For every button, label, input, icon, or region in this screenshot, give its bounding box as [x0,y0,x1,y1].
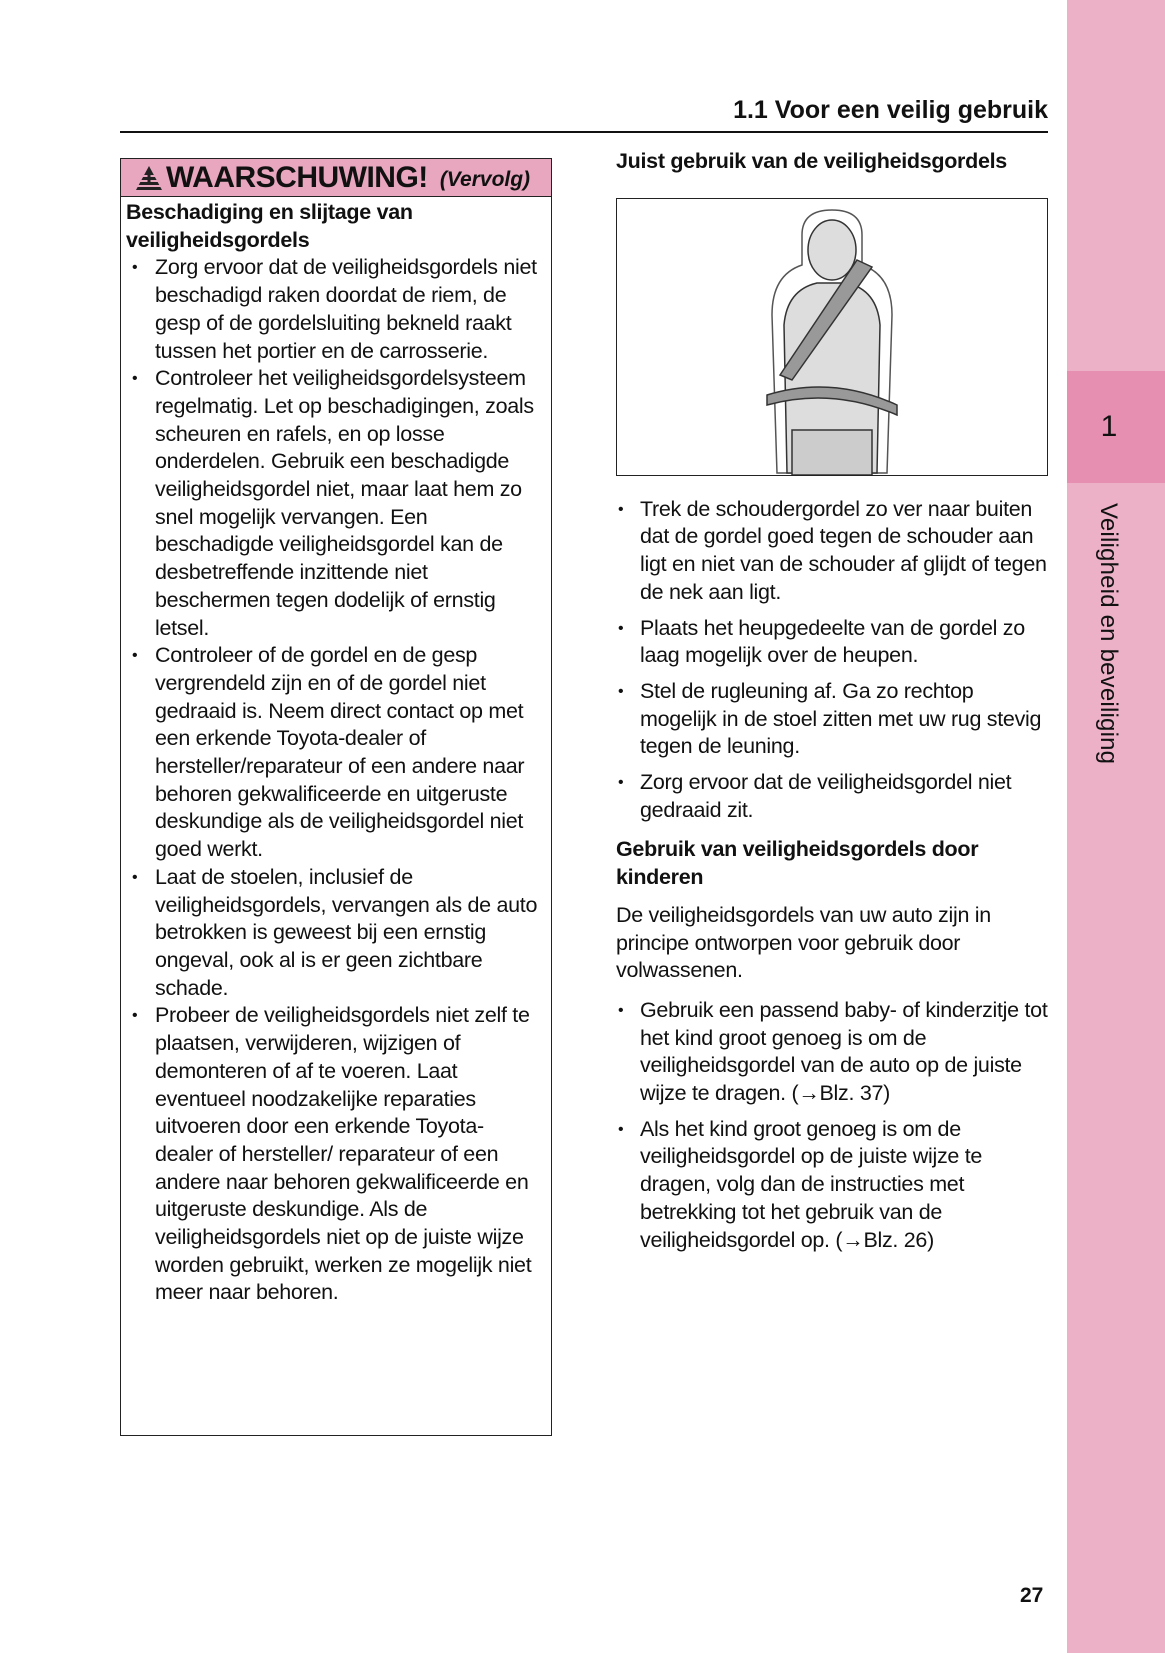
list-item: • Als het kind groot genoeg is om de veiligheidsgordel op de juiste wijze te dragen, volg dan de instructies met betrekking tot het gebruik van de veiligheidsgordel op. (→Blz. 26) [616,1116,1048,1255]
usage-list [616,496,1048,825]
seated-person-seatbelt-illustration [732,205,932,475]
warning-triangle-icon [135,165,163,191]
list-item: • Controleer of de gordel en de gesp vergrendeld zijn en of de gordel niet gedraaid is. Neem direct contact op met een erkende Toyota-dealer of hersteller/reparateur of een andere naar behoren gekwalificeerde en uitgeruste deskundige als de veiligheidsgordel niet goed werkt. [126,642,541,864]
list-item: • Controleer het veiligheidsgordelsysteem regelmatig. Let op beschadigingen, zoals scheuren en rafels, en op losse onderdelen. Gebruik een beschadigde veiligheidsgordel niet, maar laat hem zo snel mogelijk vervangen. Een beschadigde veiligheidsgordel kan de desbetreffende inzittende niet beschermen tegen dodelijk of ernstig letsel. [126,365,541,642]
section-heading: Gebruik van veiligheidsgordels door kinderen [616,837,979,890]
paragraph: De veiligheidsgordels van uw auto zijn in principe ontworpen voor gebruik door volwassenen. [616,902,991,983]
warning-subtitle: (Vervolg) [439,167,531,191]
seatbelt-illustration [616,198,1048,476]
right-column [616,148,1048,1262]
chapter-number-tab: 1 [1067,371,1165,483]
list-item: • Gebruik een passend baby- of kinderzitje tot het kind groot genoeg is om de veiligheidsgordel van de auto op de juiste wijze te dragen. (→Blz. 37) [616,997,1048,1108]
children-list [616,997,1048,1254]
list-item: • Zorg ervoor dat de veiligheidsgordel niet gedraaid zit. [616,769,1048,824]
list-item: • Zorg ervoor dat de veiligheidsgordels niet beschadigd raken doordat de riem, de gesp of de gordelsluiting bekneld raakt tussen het portier en de carrosserie. [126,254,541,365]
warning-list [126,254,541,1307]
chapter-sidebar [1067,0,1165,1653]
warning-heading: Beschadiging en slijtage van veiligheidsgordels [126,200,413,252]
list-item: • Probeer de veiligheidsgordels niet zelf te plaatsen, verwijderen, wijzigen of demonteren of af te voeren. Laat eventueel noodzakelijke reparaties uitvoeren door een erkende Toyota-dealer of hersteller/ reparateur of een andere naar behoren gekwalificeerde en uitgeruste deskundige. Als de veiligheidsgordels niet op de juiste wijze worden gebruikt, werken ze mogelijk niet meer naar behoren. [126,1002,541,1307]
page-number: 27 [1020,1584,1044,1607]
chapter-title: Veiligheid en beveiliging [1095,503,1122,765]
section-title: 1.1 Voor een veilig gebruik [733,96,1048,124]
warning-title: WAARSCHUWING! [166,160,428,194]
list-item: • Laat de stoelen, inclusief de veiligheidsgordels, vervangen als de auto betrokken is geweest bij een ernstig ongeval, ook al is er geen zichtbare schade. [126,864,541,1003]
header-divider [120,131,1048,133]
warning-box [120,158,552,1436]
list-item: • Stel de rugleuning af. Ga zo rechtop mogelijk in de stoel zitten met uw rug stevig tegen de leuning. [616,678,1048,761]
list-item: • Trek de schoudergordel zo ver naar buiten dat de gordel goed tegen de schouder aan ligt en niet van de schouder af glijdt of tegen de nek aan ligt. [616,496,1048,607]
section-heading: Juist gebruik van de veiligheidsgordels [616,149,1007,173]
list-item: • Plaats het heupgedeelte van de gordel zo laag mogelijk over de heupen. [616,615,1048,670]
warning-header [121,159,551,197]
